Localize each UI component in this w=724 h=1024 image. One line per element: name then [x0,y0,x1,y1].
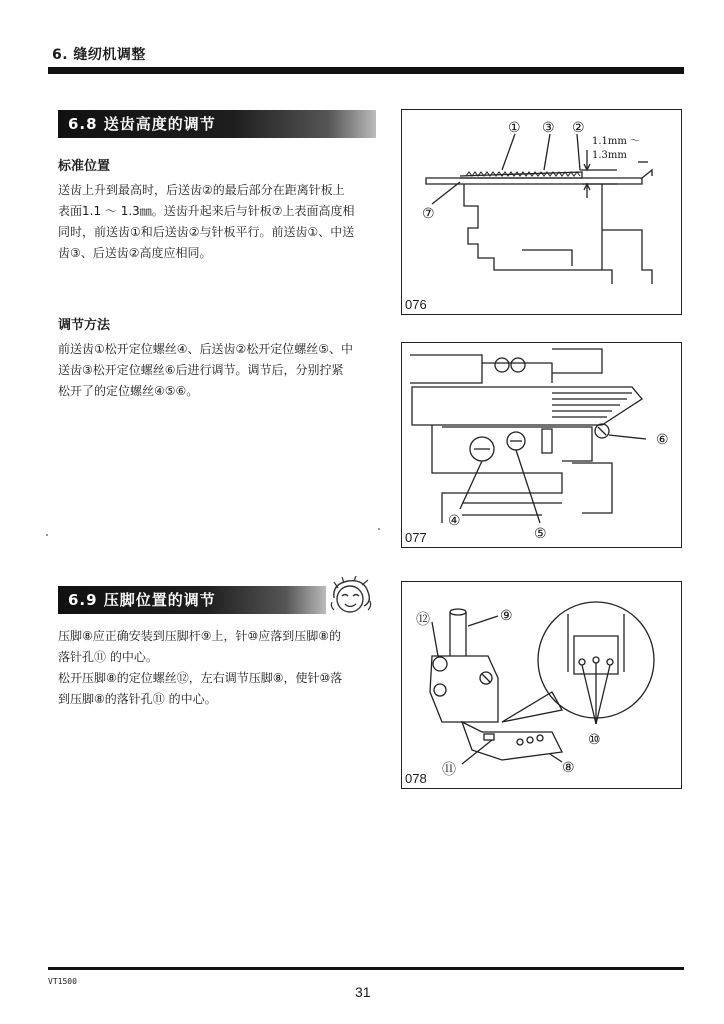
feed-dog-screws-diagram [402,343,682,548]
callout-3: ③ [542,120,555,136]
figure-076 [401,109,682,315]
model-number: VT1500 [48,977,77,986]
figure-code: 077 [405,530,427,545]
presser-line-2: 落针孔⑪ 的中心。 [58,650,158,664]
presser-foot-diagram [402,582,682,789]
section-6-8-heading: 6.8 送齿高度的调节 [58,110,376,138]
figure-078 [401,581,682,789]
header-rule [48,67,684,74]
cartoon-face-icon [328,576,374,618]
presser-line-3: 松开压脚⑧的定位螺丝⑫，左右调节压脚⑧，使针⑩落 [58,671,343,685]
dimension-line-1: 1.1mm ～ [592,136,641,147]
presser-line-4: 到压脚⑧的落针孔⑪ 的中心。 [58,692,217,706]
standard-position-text [58,180,386,264]
feed-dog-height-diagram [402,110,682,315]
callout-5: ⑤ [534,526,547,542]
scan-speck [46,534,48,536]
callout-10: ⑩ [588,732,601,748]
adjust-line-3: 松开了的定位螺丝④⑤⑥。 [58,384,199,398]
footer-rule [48,967,684,970]
callout-1: ① [508,120,521,136]
figure-code: 078 [405,771,427,786]
callout-6: ⑥ [656,432,669,448]
presser-foot-text [58,626,386,710]
standard-line-1: 送齿上升到最高时，后送齿②的最后部分在距离针板上 [58,183,345,197]
adjust-line-1: 前送齿①松开定位螺丝④、后送齿②松开定位螺丝⑤、中 [58,342,354,356]
callout-11: ⑪ [442,762,456,778]
section-6-9-heading: 6.9 压脚位置的调节 [58,586,326,614]
callout-2: ② [572,120,585,136]
standard-line-3: 同时，前送齿①和后送齿②与针板平行。前送齿①、中送 [58,225,355,239]
adjust-method-text [58,339,386,402]
scan-speck [378,528,380,530]
callout-4: ④ [448,513,461,529]
standard-position-title: 标准位置 [58,159,111,174]
page-number: 31 [355,984,371,1000]
adjust-method-title: 调节方法 [58,318,111,333]
callout-12: ⑫ [416,612,430,628]
callout-7: ⑦ [422,206,435,222]
standard-line-4: 齿③、后送齿②高度应相同。 [58,246,212,260]
presser-line-1: 压脚⑧应正确安装到压脚杆⑨上，针⑩应落到压脚⑧的 [58,629,342,643]
dimension-line-2: 1.3mm [592,150,627,161]
chapter-title: 6. 缝纫机调整 [52,47,146,63]
figure-code: 076 [405,297,427,312]
figure-077 [401,342,682,548]
standard-line-2: 表面1.1 ～ 1.3㎜。送齿升起来后与针板⑦上表面高度相 [58,204,355,218]
callout-8: ⑧ [562,760,575,776]
adjust-line-2: 送齿③松开定位螺丝⑥后进行调节。调节后，分别拧紧 [58,363,344,377]
callout-9: ⑨ [500,608,513,624]
